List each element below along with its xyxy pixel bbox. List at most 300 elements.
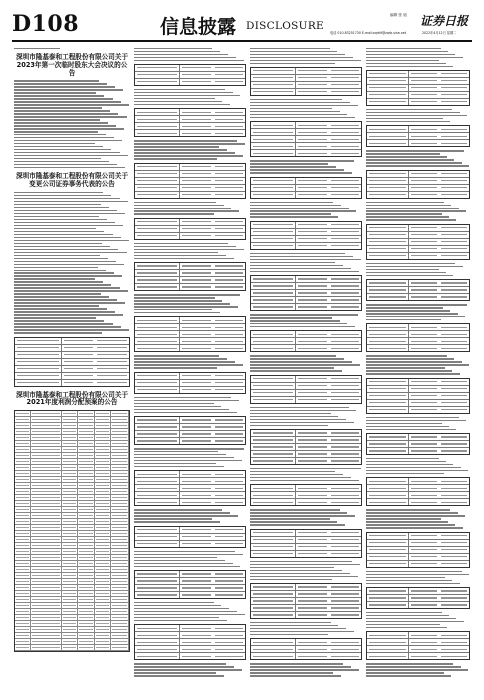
text-line [366,66,453,67]
text-line [134,303,230,304]
text-line [14,137,114,138]
text-line [134,448,244,449]
text-line [366,307,443,308]
text-line [134,246,236,247]
text-line [134,602,214,603]
text-line [366,219,456,220]
text-line [14,198,120,199]
disclosure-table [134,624,246,660]
text-line [250,634,328,635]
text-line [366,316,465,317]
text-line [134,512,230,513]
text-line [366,574,469,575]
text-line [366,162,462,163]
text-line [14,149,111,150]
text-line [134,457,234,458]
text-line [14,222,115,223]
text-line [366,509,450,510]
text-line [14,158,101,159]
disclosure-table [250,67,362,96]
text-line [250,323,347,324]
text-line [134,143,245,144]
disclosure-table [366,433,470,455]
text-line [250,564,360,565]
text-line [14,284,111,285]
text-line [14,83,107,84]
text-line [134,312,220,313]
text-line [366,205,451,206]
text-line [134,620,227,621]
text-line [250,370,342,371]
text-line [134,675,224,676]
column-1 [14,46,130,678]
text-line [134,210,239,211]
text-line [14,228,96,229]
text-line [134,403,214,404]
text-line [134,95,240,96]
disclosure-table [366,631,470,660]
disclosure-table [366,125,470,147]
text-line [134,367,217,368]
text-line [14,125,116,126]
text-line [134,140,237,141]
text-line [14,155,128,156]
text-line [134,355,219,356]
column-3 [250,46,362,678]
text-line [134,249,244,250]
text-line [14,101,121,102]
text-line [366,524,455,525]
text-line [250,326,355,327]
text-line [366,213,442,214]
text-line [14,317,96,318]
text-line [366,63,446,64]
text-line [250,57,353,58]
text-line [366,51,448,52]
text-line [14,80,99,81]
text-line [250,524,345,525]
text-line [366,153,440,154]
text-line [14,213,125,214]
text-line [366,367,445,368]
text-line [134,306,238,307]
text-line [134,98,215,99]
disclosure-table [134,316,246,352]
text-line [250,561,352,562]
text-line [14,261,116,262]
text-line [14,95,104,96]
disclosure-table [250,121,362,157]
text-line [14,146,103,147]
text-line [14,293,101,294]
text-line [14,326,121,327]
text-line [250,105,358,106]
text-line [250,268,351,269]
column-2 [134,46,246,678]
text-line [134,208,231,209]
text-line [14,204,101,205]
disclosure-table [366,70,470,106]
text-line [250,663,343,664]
text-line [14,161,109,162]
text-line [250,410,356,411]
text-line [14,201,128,202]
text-line [14,302,125,303]
text-line [134,560,225,561]
disclosure-table [134,262,246,291]
text-line [250,622,331,623]
text-line [366,618,456,619]
text-line [14,311,115,312]
text-line [250,114,347,115]
text-line [366,150,464,151]
text-line [250,213,331,214]
text-line [250,413,331,414]
text-line [250,253,345,254]
text-line [366,521,448,522]
announcement-title-3: 深圳市隆基泰和工程股份有限公司关于2021年度利润分配预案的公告 [15,390,129,407]
text-line [14,314,123,315]
text-line [134,672,216,673]
text-line [134,54,228,55]
text-line [366,216,449,217]
text-line [250,631,354,632]
text-line [250,570,342,571]
text-line [250,216,338,217]
header-rule [12,40,472,42]
text-line [134,255,226,256]
text-line [134,614,245,615]
text-line [366,57,463,58]
text-line [366,364,469,365]
text-line [14,323,113,324]
text-line [366,310,450,311]
text-line [14,164,117,165]
text-line [14,128,124,129]
text-line [14,243,102,244]
text-line [250,518,330,519]
text-line [14,225,123,226]
disclosure-table [250,177,362,199]
text-line [366,269,439,270]
text-line [366,313,458,314]
data-table [14,410,130,652]
text-line [134,400,239,401]
text-line [366,473,444,474]
text-line [134,158,217,159]
text-line [134,152,235,153]
text-line [250,573,350,574]
text-line [250,509,340,510]
text-line [250,669,359,670]
text-line [250,422,354,423]
text-line [134,666,234,667]
text-line [14,296,109,297]
disclosure-table [366,279,470,301]
disclosure-table [134,470,246,506]
disclosure-table [250,484,362,506]
text-line [14,246,110,247]
text-line [366,156,447,157]
disclosure-table [250,529,362,558]
text-line [134,361,235,362]
text-line [366,60,439,61]
text-line [134,669,242,670]
text-line [250,474,343,475]
text-line [366,518,441,519]
text-line [134,515,238,516]
disclosure-table [134,526,246,548]
disclosure-table [134,218,246,240]
text-line [14,264,124,265]
text-line [134,566,240,567]
disclosure-table [250,638,362,660]
text-line [134,617,219,618]
text-line [14,92,96,93]
text-line [250,425,328,426]
text-line [366,612,442,613]
text-line [134,364,243,365]
text-line [366,580,452,581]
text-line [250,208,349,209]
text-line [134,611,237,612]
text-line [134,309,212,310]
text-line [134,155,243,156]
text-line [250,259,361,260]
text-line [134,460,242,461]
text-line [134,663,226,664]
text-line [250,317,332,318]
text-line [250,202,333,203]
text-line [14,116,127,117]
text-line [366,461,446,462]
text-line [134,202,216,203]
text-line [14,89,123,90]
text-line [134,451,218,452]
text-line [366,319,441,320]
text-line [134,146,219,147]
text-line [250,172,352,173]
text-line [366,429,456,430]
text-line [134,521,220,522]
text-line [14,249,118,250]
text-line [366,54,455,55]
text-line [134,397,231,398]
text-line [250,48,330,49]
text-line [250,416,338,417]
text-line [250,512,347,513]
text-line [366,669,468,670]
text-line [250,364,360,365]
text-line [134,300,222,301]
text-line [366,272,446,273]
text-line [250,407,349,408]
text-line [366,275,453,276]
text-line [366,165,469,166]
text-line [366,423,442,424]
text-line [250,314,358,315]
text-line [14,231,104,232]
disclosure-table [134,163,246,199]
text-line [134,258,234,259]
disclosure-table [134,372,246,394]
text-line [250,358,344,359]
text-line [366,358,454,359]
text-line [250,160,354,161]
text-line [250,471,335,472]
text-line [14,290,128,291]
text-line [14,332,102,333]
text-line [134,297,215,298]
disclosure-table [366,477,470,506]
text-line [134,409,229,410]
text-line [366,266,463,267]
page-number: D108 [12,11,80,37]
text-line [250,256,353,257]
text-line [14,86,115,87]
disclosure-table [366,587,470,609]
text-line [134,605,221,606]
text-line [134,104,230,105]
text-line [134,412,237,413]
text-line [366,470,468,471]
text-line [14,275,122,276]
text-line [366,663,453,664]
text-line [14,272,114,273]
text-line [250,579,332,580]
text-line [250,117,355,118]
text-line [366,512,458,513]
text-line [134,406,221,407]
section-title: 信息披露 [160,16,237,38]
text-line [366,109,452,110]
text-line [14,140,122,141]
text-line [366,527,463,528]
text-line [14,195,111,196]
text-line [14,240,129,241]
announcement-title-2: 深圳市隆基泰和工程股份有限公司关于变更公司证券事务代表的公告 [15,172,129,189]
text-line [250,205,341,206]
text-line [250,576,358,577]
text-line [134,466,224,467]
text-line [366,355,447,356]
text-line [134,463,216,464]
text-line [250,63,335,64]
text-line [14,152,120,153]
text-line [134,294,240,295]
text-line [366,420,466,421]
text-line [14,104,129,105]
text-line [134,608,229,609]
text-line [250,163,328,164]
date-line: 2022年4月12日 星期二 [422,31,457,35]
text-line [250,468,361,469]
text-line [250,625,338,626]
disclosure-table [250,375,362,404]
text-line [366,672,444,673]
text-line [134,60,244,61]
text-line [14,329,129,330]
text-line [366,373,460,374]
text-line [366,263,455,264]
text-line [134,509,222,510]
text-line [14,167,125,168]
disclosure-table [14,337,130,387]
text-line [14,258,108,259]
text-line [250,355,336,356]
text-line [250,102,350,103]
text-line [134,551,235,552]
text-line [366,426,449,427]
text-line [14,270,106,271]
text-line [366,48,441,49]
text-line [14,143,95,144]
text-line [366,577,445,578]
text-line [366,112,460,113]
text-line [14,113,118,114]
text-line [134,57,236,58]
disclosure-table [134,416,246,445]
text-line [134,89,225,90]
disclosure-table [366,532,470,568]
text-line [134,48,212,49]
text-line [366,304,467,305]
text-line [134,92,233,93]
text-line [250,675,341,676]
text-line [14,192,103,193]
text-line [14,207,109,208]
text-line [134,243,228,244]
text-line [134,358,227,359]
text-line [250,628,346,629]
text-line [250,419,346,420]
text-line [14,255,100,256]
text-line [366,615,449,616]
text-line [134,205,224,206]
disclosure-table [250,429,362,465]
text-line [134,554,243,555]
text-line [366,571,462,572]
text-line [14,281,103,282]
text-line [250,51,337,52]
text-line [250,515,355,516]
text-line [134,563,233,564]
text-line [14,320,104,321]
text-line [250,567,334,568]
text-line [250,210,356,211]
text-line [250,361,352,362]
text-line [14,122,108,123]
text-line [134,213,214,214]
disclosure-table [250,221,362,250]
text-line [250,672,333,673]
text-line [250,271,359,272]
text-line [366,370,452,371]
text-line [250,262,335,263]
text-line [250,480,359,481]
text-line [366,621,464,622]
text-line [14,237,121,238]
text-line [250,477,351,478]
text-line [366,202,444,203]
text-line [14,299,117,300]
text-line [250,111,340,112]
text-line [134,149,227,150]
text-line [14,267,98,268]
text-line [250,265,343,266]
disclosure-table [250,330,362,352]
text-line [366,583,460,584]
